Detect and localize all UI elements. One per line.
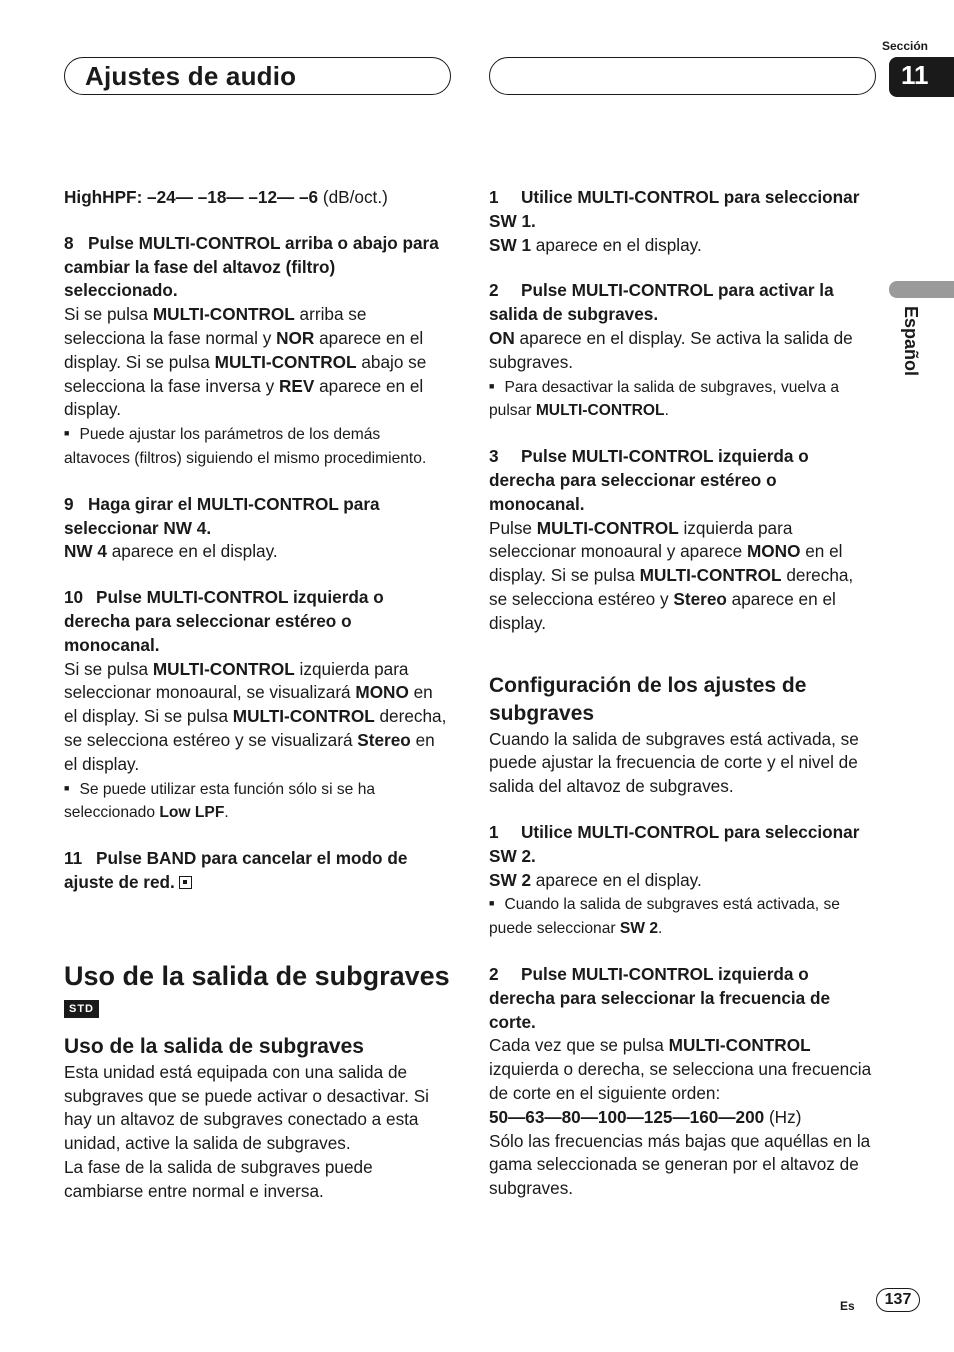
sw2-step2-body-2: Sólo las frecuencias más bajas que aquéllas en la gama seleccionada se generan por el altavoz de subgraves. xyxy=(489,1130,871,1199)
section-label: Sección xyxy=(881,39,928,53)
config-title: Configuración de los ajustes de subgraves xyxy=(489,673,807,725)
step-8-note: ■ Puede ajustar los parámetros de los demás altavoces (filtros) siguiendo el mismo procedimiento. xyxy=(64,422,450,471)
step-10-title: 10 Pulse MULTI-CONTROL izquierda o derecha para seleccionar estéreo o monocanal. xyxy=(64,587,384,655)
step-10-body: Si se pulsa MULTI-CONTROL izquierda para seleccionar monoaural, se visualizará MONO en el display. Si se pulsa MULTI-CONTROL derecha, se selecciona estéreo y se visualizará Stereo en el display. xyxy=(64,658,447,774)
sw2-step2-body: Cada vez que se pulsa MULTI-CONTROL izquierda o derecha, se selecciona una frecuencia de corte en el siguiente orden: xyxy=(489,1035,872,1103)
std-badge: STD xyxy=(64,1000,99,1018)
sw1-step2-title: 2 Pulse MULTI-CONTROL para activar la salida de subgraves. xyxy=(489,280,834,325)
sw1-step-body: SW 1 aparece en el display. xyxy=(489,234,702,255)
subsection-body-2: La fase de la salida de subgraves puede cambiarse entre normal e inversa. xyxy=(64,1156,373,1201)
footer-language-code: Es xyxy=(840,1299,855,1313)
sw2-step1-title: 1 Utilice MULTI-CONTROL para seleccionar SW 2. xyxy=(489,821,860,866)
sw2-step2-title: 2 Pulse MULTI-CONTROL izquierda o derecha para seleccionar la frecuencia de corte. xyxy=(489,963,831,1032)
page-title: Ajustes de audio xyxy=(85,61,297,91)
subsection-title: Uso de la salida de subgraves xyxy=(64,1034,364,1058)
left-column xyxy=(64,186,450,1204)
highhpf-label: HighHPF xyxy=(64,187,137,207)
step-9-body: NW 4 aparece en el display. xyxy=(64,541,278,562)
step-10-note: ■ Se puede utilizar esta función sólo si se ha seleccionado Low LPF. xyxy=(64,777,450,826)
header-blank-box xyxy=(489,57,876,95)
language-tab-marker xyxy=(889,281,954,298)
frequency-list: 50—63—80—100—125—160—200 (Hz) xyxy=(489,1106,802,1127)
language-label: Español xyxy=(901,306,921,377)
subsection-body-1: Esta unidad está equipada con una salida de subgraves que se puede activar o desactivar. Si hay un altavoz de subgraves conectado a esta unidad, active la salida de subgraves. xyxy=(64,1061,429,1154)
sw1-step3-title: 3 Pulse MULTI-CONTROL izquierda o derecha para seleccionar estéreo o monocanal. xyxy=(489,446,809,514)
config-body: Cuando la salida de subgraves está activada, se puede ajustar la frecuencia de corte y el nivel de salida del altavoz de subgraves. xyxy=(489,728,859,797)
page-number: 137 xyxy=(876,1288,920,1312)
highhpf-values: : –24— –18— –12— –6 xyxy=(136,187,319,207)
right-column xyxy=(489,186,875,1201)
sw2-step1-body: SW 2 aparece en el display. xyxy=(489,869,702,890)
sw1-step2-note: ■ Para desactivar la salida de subgraves, vuelva a pulsar MULTI-CONTROL. xyxy=(489,375,875,424)
section-number-tab: 11 xyxy=(889,57,954,97)
step-8-body: Si se pulsa MULTI-CONTROL arriba se selecciona la fase normal y NOR aparece en el display. Si se pulsa MULTI-CONTROL abajo se selecciona la fase inversa y REV aparece en el display. xyxy=(64,304,427,420)
end-mark-icon xyxy=(179,876,192,889)
step-8-title: 8 Pulse MULTI-CONTROL arriba o abajo para cambiar la fase del altavoz (filtro) seleccionado. xyxy=(64,232,439,301)
sw2-step1-note: ■ Cuando la salida de subgraves está activada, se puede seleccionar SW 2. xyxy=(489,892,875,941)
highhpf-unit: (dB/oct.) xyxy=(318,187,388,207)
sw1-step-title: 1 Utilice MULTI-CONTROL para seleccionar SW 1. xyxy=(489,187,860,231)
step-9-title: 9 Haga girar el MULTI-CONTROL para seleccionar NW 4. xyxy=(64,493,380,538)
sw1-step2-body: ON aparece en el display. Se activa la salida de subgraves. xyxy=(489,327,853,372)
header-title-box xyxy=(64,57,451,95)
step-11-title: 11 Pulse BAND para cancelar el modo de ajuste de red. xyxy=(64,848,408,892)
highhpf-line xyxy=(64,186,450,210)
section-title: Uso de la salida de subgraves STD xyxy=(64,961,450,1023)
sw1-step3-body: Pulse MULTI-CONTROL izquierda para seleccionar monoaural y aparece MONO en el display. Si se pulsa MULTI-CONTROL derecha, se selecciona estéreo y Stereo aparece en el display. xyxy=(489,517,854,633)
